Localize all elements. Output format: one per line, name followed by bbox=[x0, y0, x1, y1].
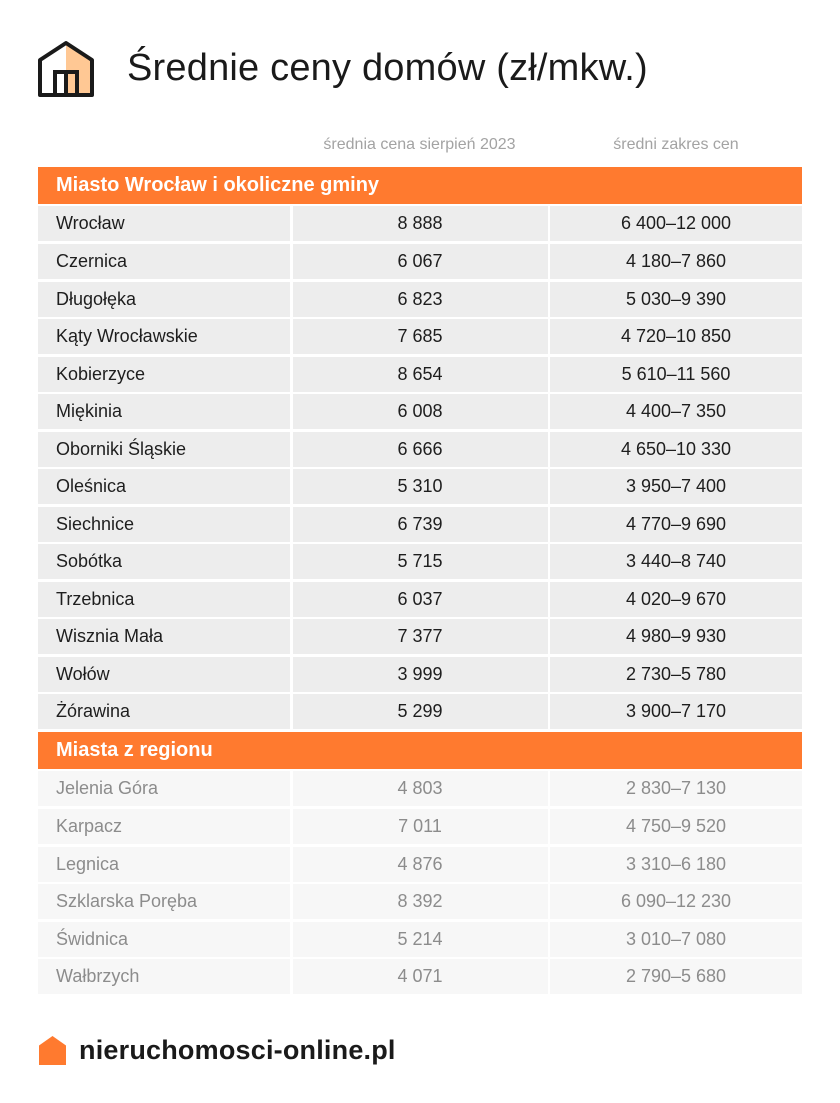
row-avg-price: 7 011 bbox=[293, 809, 548, 844]
row-price-range: 3 310–6 180 bbox=[550, 847, 802, 882]
table-row bbox=[38, 317, 802, 355]
table-row bbox=[38, 654, 802, 692]
row-avg-price: 6 666 bbox=[293, 432, 548, 467]
row-name: Żórawina bbox=[38, 694, 290, 729]
row-price-range: 4 020–9 670 bbox=[550, 582, 802, 617]
row-avg-price: 8 654 bbox=[293, 357, 548, 392]
table-row bbox=[38, 579, 802, 617]
row-price-range: 3 950–7 400 bbox=[550, 469, 802, 504]
row-name: Wisznia Mała bbox=[38, 619, 290, 654]
table-row bbox=[38, 467, 802, 505]
row-price-range: 3 010–7 080 bbox=[550, 922, 802, 957]
footer bbox=[38, 1030, 396, 1070]
row-name: Kobierzyce bbox=[38, 357, 290, 392]
row-price-range: 5 030–9 390 bbox=[550, 282, 802, 317]
section-rows-region bbox=[38, 769, 802, 994]
row-price-range: 4 720–10 850 bbox=[550, 319, 802, 354]
row-avg-price: 6 008 bbox=[293, 394, 548, 429]
row-avg-price: 5 214 bbox=[293, 922, 548, 957]
table-row bbox=[38, 354, 802, 392]
table-row bbox=[38, 807, 802, 845]
row-avg-price: 8 888 bbox=[293, 206, 548, 241]
column-header-avg-price: średnia cena sierpień 2023 bbox=[323, 136, 516, 153]
table-row bbox=[38, 204, 802, 242]
row-name: Oborniki Śląskie bbox=[38, 432, 290, 467]
row-avg-price: 5 715 bbox=[293, 544, 548, 579]
column-header-range: średni zakres cen bbox=[613, 136, 739, 153]
row-name: Trzebnica bbox=[38, 582, 290, 617]
row-name: Miękinia bbox=[38, 394, 290, 429]
row-name: Jelenia Góra bbox=[38, 771, 290, 806]
row-price-range: 2 790–5 680 bbox=[550, 959, 802, 994]
row-name: Oleśnica bbox=[38, 469, 290, 504]
row-avg-price: 8 392 bbox=[293, 884, 548, 919]
page-title: Średnie ceny domów (zł/mkw.) bbox=[127, 46, 648, 89]
table-row bbox=[38, 429, 802, 467]
row-name: Legnica bbox=[38, 847, 290, 882]
row-avg-price: 4 876 bbox=[293, 847, 548, 882]
section-header-region: Miasta z regionu bbox=[38, 732, 802, 769]
row-name: Wołów bbox=[38, 657, 290, 692]
table-row bbox=[38, 844, 802, 882]
table-row bbox=[38, 617, 802, 655]
table-row bbox=[38, 504, 802, 542]
table-row bbox=[38, 882, 802, 920]
row-avg-price: 4 071 bbox=[293, 959, 548, 994]
row-avg-price: 7 685 bbox=[293, 319, 548, 354]
section-header-wroclaw: Miasto Wrocław i okoliczne gminy bbox=[38, 167, 802, 204]
row-avg-price: 6 739 bbox=[293, 507, 548, 542]
row-avg-price: 4 803 bbox=[293, 771, 548, 806]
row-name: Szklarska Poręba bbox=[38, 884, 290, 919]
row-name: Karpacz bbox=[38, 809, 290, 844]
row-name: Siechnice bbox=[38, 507, 290, 542]
row-price-range: 4 400–7 350 bbox=[550, 394, 802, 429]
row-name: Długołęka bbox=[38, 282, 290, 317]
row-price-range: 5 610–11 560 bbox=[550, 357, 802, 392]
row-price-range: 4 180–7 860 bbox=[550, 244, 802, 279]
table-row bbox=[38, 542, 802, 580]
row-price-range: 4 980–9 930 bbox=[550, 619, 802, 654]
row-price-range: 4 750–9 520 bbox=[550, 809, 802, 844]
row-name: Wałbrzych bbox=[38, 959, 290, 994]
row-price-range: 3 440–8 740 bbox=[550, 544, 802, 579]
row-price-range: 2 730–5 780 bbox=[550, 657, 802, 692]
row-avg-price: 5 299 bbox=[293, 694, 548, 729]
house-logo-icon bbox=[38, 1035, 67, 1066]
row-avg-price: 6 067 bbox=[293, 244, 548, 279]
row-name: Czernica bbox=[38, 244, 290, 279]
row-name: Sobótka bbox=[38, 544, 290, 579]
row-price-range: 3 900–7 170 bbox=[550, 694, 802, 729]
row-name: Kąty Wrocławskie bbox=[38, 319, 290, 354]
price-table bbox=[38, 167, 802, 994]
row-price-range: 6 090–12 230 bbox=[550, 884, 802, 919]
row-avg-price: 5 310 bbox=[293, 469, 548, 504]
table-row bbox=[38, 392, 802, 430]
site-name: nieruchomosci-online.pl bbox=[79, 1034, 396, 1065]
row-price-range: 4 770–9 690 bbox=[550, 507, 802, 542]
table-row bbox=[38, 919, 802, 957]
table-row bbox=[38, 692, 802, 730]
row-price-range: 2 830–7 130 bbox=[550, 771, 802, 806]
house-icon bbox=[38, 39, 94, 97]
row-name: Świdnica bbox=[38, 922, 290, 957]
row-price-range: 4 650–10 330 bbox=[550, 432, 802, 467]
table-row bbox=[38, 242, 802, 280]
row-name: Wrocław bbox=[38, 206, 290, 241]
row-avg-price: 6 823 bbox=[293, 282, 548, 317]
table-row bbox=[38, 279, 802, 317]
table-row bbox=[38, 957, 802, 995]
row-avg-price: 6 037 bbox=[293, 582, 548, 617]
section-rows-wroclaw bbox=[38, 204, 802, 729]
row-price-range: 6 400–12 000 bbox=[550, 206, 802, 241]
row-avg-price: 3 999 bbox=[293, 657, 548, 692]
header bbox=[38, 38, 648, 98]
table-row bbox=[38, 769, 802, 807]
row-avg-price: 7 377 bbox=[293, 619, 548, 654]
